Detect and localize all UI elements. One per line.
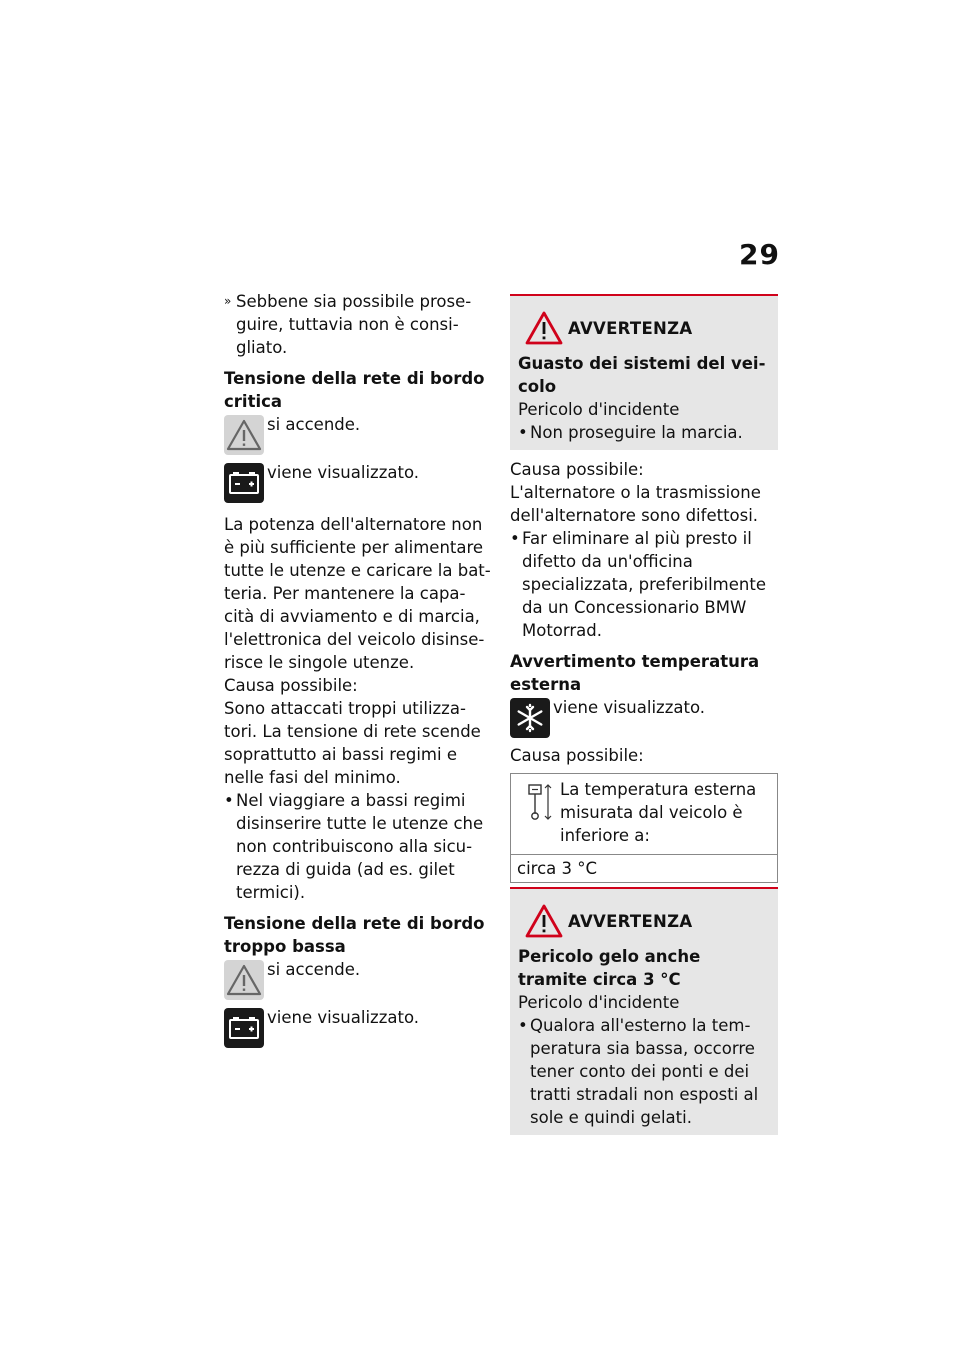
warning-title: AVVERTENZA [568,911,693,931]
cause-label: Causa possibile: [510,460,644,479]
icon-row-text: si accende. [267,415,361,434]
warning-text: Pericolo d'incidente [518,400,680,419]
icon-row-text: viene visualizzato. [267,463,419,482]
icon-row-battery-1 [224,461,492,505]
general-warning-light-icon [224,960,264,1000]
battery-charge-icon [224,463,264,503]
thermometer-icon [525,782,555,822]
battery-icon [224,1008,264,1048]
bullet-dot-icon: • [518,423,528,442]
right-column [510,294,778,1135]
warning-heading: Pericolo gelo anche tramite circa 3 °C [518,947,701,989]
icon-row-frost [510,696,778,740]
temperature-table [510,773,778,883]
warning-header [518,903,770,939]
general-warning-light-icon [224,415,264,455]
heading-outside-temperature: Avvertimento temperatura esterna [510,652,760,694]
table-cell-value: circa 3 °C [517,859,598,878]
note-mark-icon: » [224,294,232,308]
warning-text: Pericolo d'incidente [518,993,680,1012]
warning-bullet [518,1014,770,1129]
cause-label: Causa possibile: [510,746,644,765]
warning-title: AVVERTENZA [568,318,693,338]
cause-text: L'alternatore o la trasmissione dell'alternatore sono difettosi. [510,483,761,525]
cause-label: Causa possibile: [224,676,358,695]
bullet-dot-icon: • [518,1016,528,1035]
bullet-dot-icon: • [510,529,520,548]
icon-row-battery-2 [224,1006,492,1050]
bullet-text: Qualora all'esterno la tem-peratura sia bassa, occorre tener conto dei ponti e dei tratti stradali non esposti al sole e quindi gelati. [530,1016,759,1127]
bullet-item [224,789,492,904]
bullet-text: Non proseguire la marcia. [530,423,743,442]
icon-row-warning-light-2 [224,958,492,1002]
warning-box-vehicle-systems [510,294,778,450]
warning-bullet [518,421,770,444]
page-number: 29 [739,238,780,271]
bullet-text: Far eliminare al più presto il difetto da un'officina specializzata, preferibilmente da un Concessionario BMW Motorrad. [522,529,766,640]
warning-heading: Guasto dei sistemi del vei-colo [518,354,766,396]
table-row [511,774,777,855]
heading-critical-voltage: Tensione della rete di bordo critica [224,369,485,411]
bullet-item [510,527,778,642]
left-column [224,290,492,1050]
cause-text: Sono attaccati troppi utilizza-tori. La tensione di rete scende soprattutto ai bassi regimi e nelle fasi del minimo. [224,699,481,787]
explanation-paragraph: La potenza dell'alternatore non è più sufficiente per alimentare tutte le utenze e caricare la bat-teria. Per mantenere la capa-cità di avviamento e di marcia, l'elettronica del veicolo disinse-risce le singole utenze. [224,515,491,672]
icon-row-text: si accende. [267,960,361,979]
icon-row-text: viene visualizzato. [267,1008,419,1027]
bullet-text: Nel viaggiare a bassi regimi disinserire tutte le utenze che non contribuiscono alla sicu-rezza di guida (ad es. gilet termici). [236,791,484,902]
snowflake-icon [510,698,550,738]
icon-row-warning-light-1 [224,413,492,457]
warning-box-frost [510,887,778,1135]
note-paragraph [224,290,492,359]
warning-header [518,310,770,346]
heading-low-voltage: Tensione della rete di bordo troppo bassa [224,914,485,956]
table-cell-condition: La temperatura esterna misurata dal veicolo è inferiore a: [560,780,757,845]
note-text: Sebbene sia possibile prose-guire, tuttavia non è consi-gliato. [236,292,472,357]
bullet-dot-icon: • [224,791,234,810]
icon-row-text: viene visualizzato. [553,698,705,717]
warning-triangle-icon [524,903,564,939]
warning-triangle-icon [524,310,564,346]
